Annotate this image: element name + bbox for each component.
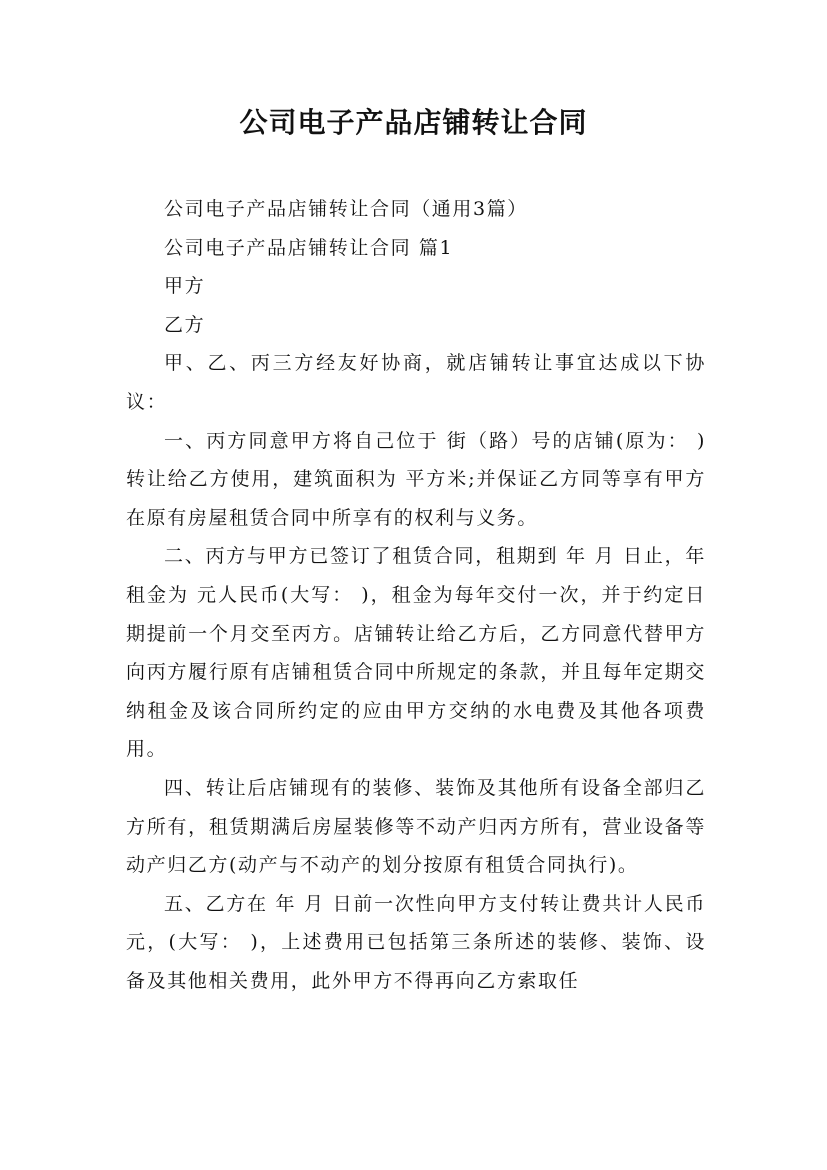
paragraph-clause-2: 二、丙方与甲方已签订了租赁合同，租期到 年 月 日止，年租金为 元人民币(大写： )，租金为每年交付一次，并于约定日期提前一个月交至丙方。店铺转让给乙方后，乙方同意代替甲方向丙方履行原有店铺租赁合同中所规定的条款，并且每年定期交纳租金及该合同所约定的应由甲方交纳的水电费及其他各项费用。 — [126, 545, 706, 761]
paragraph-clause-5: 五、乙方在 年 月 日前一次性向甲方支付转让费共计人民币 元，(大写： )，上述费用已包括第三条所述的装修、装饰、设备及其他相关费用，此外甲方不得再向乙方索取任 — [126, 892, 706, 992]
paragraph-clause-4: 四、转让后店铺现有的装修、装饰及其他所有设备全部归乙方所有，租赁期满后房屋装修等不动产归丙方所有，营业设备等动产归乙方(动产与不动产的划分按原有租赁合同执行)。 — [126, 776, 706, 877]
paragraph-party-a: 甲方 — [164, 275, 206, 298]
document-body — [126, 190, 706, 1000]
paragraph-section-heading: 公司电子产品店铺转让合同 篇1 — [164, 236, 454, 259]
document-title: 公司电子产品店铺转让合同 — [239, 106, 588, 139]
paragraph-party-b: 乙方 — [164, 313, 206, 336]
paragraph-subtitle: 公司电子产品店铺转让合同（通用3篇） — [164, 198, 528, 220]
paragraph-agreement-intro: 甲、乙、丙三方经友好协商，就店铺转让事宜达成以下协议： — [126, 352, 706, 413]
paragraph-clause-1: 一、丙方同意甲方将自己位于 街（路）号的店铺(原为： )转让给乙方使用，建筑面积为 平方米;并保证乙方同等享有甲方在原有房屋租赁合同中所享有的权利与义务。 — [126, 429, 706, 529]
